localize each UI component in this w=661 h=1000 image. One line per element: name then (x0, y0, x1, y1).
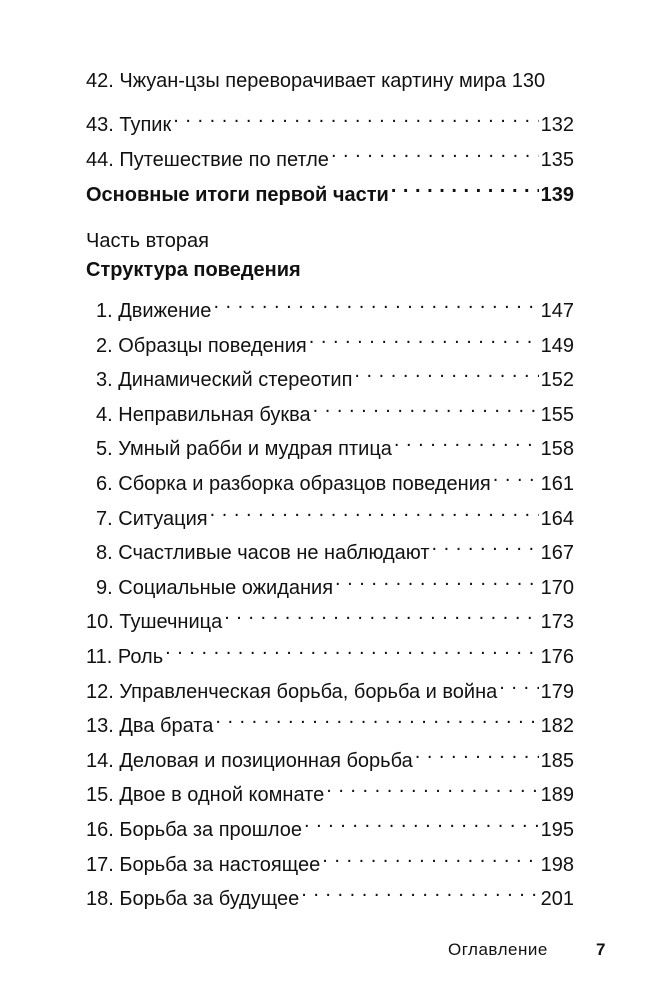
toc-entry-page: 132 (540, 114, 574, 136)
dot-leader (354, 356, 538, 386)
dot-leader (301, 875, 538, 905)
dot-leader (213, 287, 538, 317)
toc-entry-title: Образцы поведения (118, 335, 307, 357)
dot-leader (493, 460, 539, 490)
toc-entry-title: Борьба за прошлое (119, 819, 302, 841)
toc-entry-page: 147 (540, 300, 574, 322)
toc-entry-title: Ситуация (118, 508, 208, 530)
toc-entry-number: 8. (96, 542, 113, 564)
toc-entry-number: 12. (86, 681, 114, 703)
toc-entry-page: 170 (540, 577, 574, 599)
toc-entry-page: 139 (540, 184, 574, 206)
dot-leader (313, 391, 539, 421)
toc-entry-page: 155 (540, 404, 574, 426)
dot-leader (224, 598, 538, 628)
toc-entry-page: 158 (540, 438, 574, 460)
toc-entry-page: 189 (540, 784, 574, 806)
toc-entry-title: Путешествие по петле (119, 149, 329, 171)
toc-entry-number: 7. (96, 508, 113, 530)
toc-entry-title: Динамический стереотип (118, 369, 353, 391)
toc-entry-title: Социальные ожидания (118, 577, 334, 599)
dot-leader (394, 425, 539, 455)
toc-entry-page: 195 (540, 819, 574, 841)
toc-entry-number: 44. (86, 149, 114, 171)
toc-entry-title: Умный рабби и мудрая птица (118, 438, 392, 460)
toc-entry (86, 771, 574, 806)
toc-summary-entry (86, 171, 574, 206)
toc-entry (86, 841, 574, 876)
dot-leader (335, 564, 539, 594)
dot-leader (499, 668, 538, 698)
page-number: 7 (596, 940, 606, 959)
toc-entry-number: 17. (86, 854, 114, 876)
toc-entry (96, 425, 574, 460)
toc-entry-number: 4. (96, 404, 113, 426)
part-title: Структура поведения (86, 259, 301, 281)
toc-entry (86, 136, 574, 171)
toc-entry-title: Двое в одной комнате (119, 784, 325, 806)
toc-entry-page: 182 (540, 715, 574, 737)
toc-entry-number: 42. (86, 70, 114, 92)
toc-entry-number: 1. (96, 300, 113, 322)
toc-entry-title: Два брата (119, 715, 214, 737)
toc-entry-page: 198 (540, 854, 574, 876)
toc-entry-title: Счастливые часов не наблюдают (118, 542, 430, 564)
toc-entry (86, 101, 574, 136)
toc-entry-page: 173 (540, 611, 574, 633)
toc-entry-number: 9. (96, 577, 113, 599)
dot-leader (304, 806, 539, 836)
toc-entry (86, 737, 574, 772)
toc-entry (86, 702, 574, 737)
toc-entry-title: Основные итоги первой части (86, 184, 389, 206)
toc-entry-page: 149 (540, 335, 574, 357)
toc-entry (86, 66, 574, 96)
toc-entry-title: Сборка и разборка образцов поведения (118, 473, 491, 495)
dot-leader (165, 633, 539, 663)
toc-entry-title: Борьба за будущее (119, 888, 300, 910)
dot-leader (415, 737, 539, 767)
toc-entry-number: 14. (86, 750, 114, 772)
toc-entry-page: 201 (540, 888, 574, 910)
toc-entry (86, 633, 574, 668)
toc-entry-title: Деловая и позиционная борьба (119, 750, 413, 772)
toc-entry-title: Неправильная буква (118, 404, 311, 426)
toc-entry-number: 5. (96, 438, 113, 460)
part-label: Часть вторая (86, 230, 209, 252)
dot-leader (210, 495, 539, 525)
toc-entry-title: Управленческая борьба, борьба и война (119, 681, 498, 703)
toc-entry (96, 529, 574, 564)
toc-entry-number: 6. (96, 473, 113, 495)
toc-entry (86, 668, 574, 703)
toc-entry (96, 460, 574, 495)
toc-entry-page: 167 (540, 542, 574, 564)
dot-leader (331, 136, 539, 166)
toc-entry-page: 179 (540, 681, 574, 703)
dot-leader (391, 171, 539, 201)
dot-leader (322, 841, 538, 871)
toc-entry (86, 598, 574, 633)
dot-leader (173, 101, 538, 131)
toc-entry-page: 161 (540, 473, 574, 495)
toc-entry-page: 164 (540, 508, 574, 530)
toc-entry-number: 11. (86, 646, 113, 668)
toc-entry (96, 564, 574, 599)
toc-entry-page: 135 (540, 149, 574, 171)
toc-entry-number: 43. (86, 114, 114, 136)
toc-entry (96, 495, 574, 530)
dot-leader (309, 322, 539, 352)
toc-entry (86, 806, 574, 841)
toc-entry-page: 152 (540, 369, 574, 391)
toc-entry-page: 185 (540, 750, 574, 772)
toc-entry-title: Движение (118, 300, 212, 322)
toc-entry-title: Чжуан-цзы переворачивает картину мира (119, 70, 507, 92)
dot-leader (432, 529, 539, 559)
toc-entry-title: Тупик (119, 114, 172, 136)
toc-entry-page: 130 (511, 70, 546, 92)
toc-entry-number: 15. (86, 784, 114, 806)
toc-entry-number: 10. (86, 611, 114, 633)
toc-entry-title: Роль (117, 646, 164, 668)
toc-entry (96, 391, 574, 426)
toc-entry (86, 875, 574, 910)
toc-entry-page: 176 (540, 646, 574, 668)
dot-leader (215, 702, 538, 732)
toc-entry-title: Борьба за настоящее (119, 854, 321, 876)
toc-entry (96, 356, 574, 391)
toc-entry (96, 287, 574, 322)
toc-entry-title: Тушечница (119, 611, 223, 633)
toc-entry-number: 2. (96, 335, 113, 357)
dot-leader (326, 771, 538, 801)
toc-entry-number: 18. (86, 888, 114, 910)
toc-entry-number: 16. (86, 819, 114, 841)
toc-entry-number: 13. (86, 715, 114, 737)
running-footer-label: Оглавление (448, 940, 548, 959)
toc-entry-number: 3. (96, 369, 113, 391)
toc-entry (96, 322, 574, 357)
